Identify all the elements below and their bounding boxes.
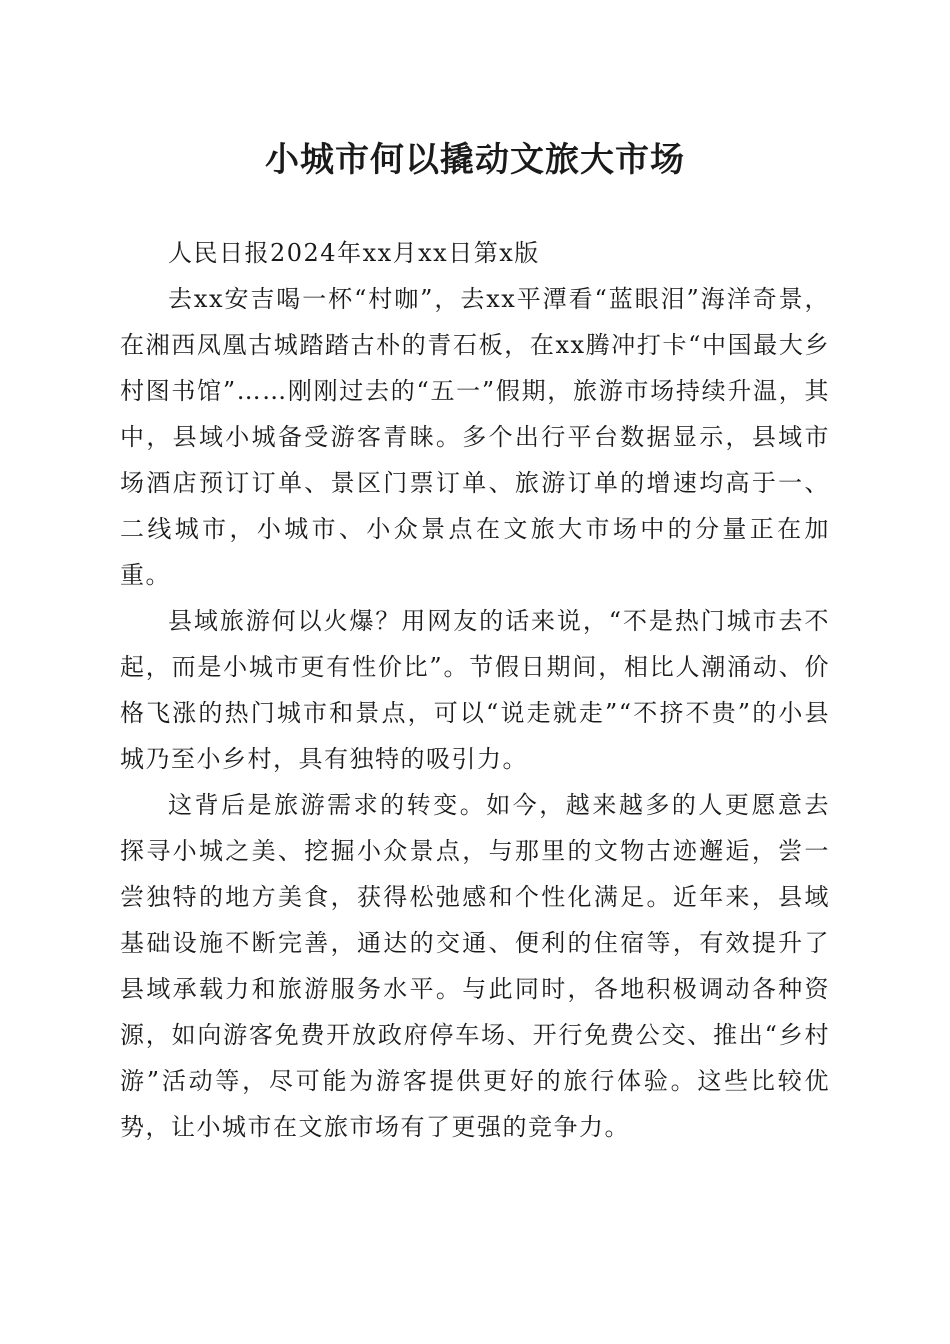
paragraph-3: 这背后是旅游需求的转变。如今，越来越多的人更愿意去探寻小城之美、挖掘小众景点，与那里的文物古迹邂逅，尝一尝独特的地方美食，获得松弛感和个性化满足。近年来，县域基础设施不断完善，通达的交通、便利的住宿等，有效提升了县域承载力和旅游服务水平。与此同时，各地积极调动各种资源，如向游客免费开放政府停车场、开行免费公交、推出“乡村游”活动等，尽可能为游客提供更好的旅行体验。这些比较优势，让小城市在文旅市场有了更强的竞争力。 [120, 791, 830, 1141]
article-source: 人民日报2024年xx月xx日第x版 [168, 239, 540, 267]
paragraph-1: 去xx安吉喝一杯“村咖”，去xx平潭看“蓝眼泪”海洋奇景，在湘西凤凰古城踏踏古朴的青石板，在xx腾冲打卡“中国最大乡村图书馆”……刚刚过去的“五一”假期，旅游市场持续升温，其中，县域小城备受游客青睐。多个出行平台数据显示，县域市场酒店预订订单、景区门票订单、旅游订单的增速均高于一、二线城市，小城市、小众景点在文旅大市场中的分量正在加重。 [120, 285, 830, 589]
article-body [120, 230, 830, 1150]
paragraph-2: 县域旅游何以火爆？用网友的话来说，“不是热门城市去不起，而是小城市更有性价比”。节假日期间，相比人潮涌动、价格飞涨的热门城市和景点，可以“说走就走”“不挤不贵”的小县城乃至小乡村，具有独特的吸引力。 [120, 607, 830, 773]
article-title: 小城市何以撬动文旅大市场 [265, 140, 685, 180]
